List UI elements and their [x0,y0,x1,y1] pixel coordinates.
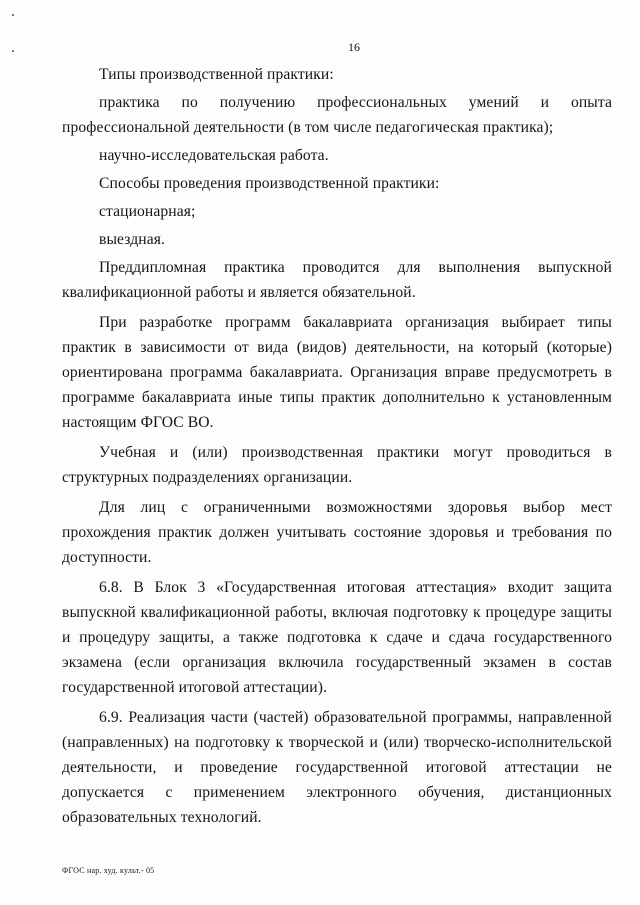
paragraph-practice-professional-skills: практика по получению профессиональных умений и опыта профессиональной деятельности (в том числе педагогическая практика); [62,94,612,136]
paragraph-stationary: стационарная; [99,203,196,220]
paragraph-program-development: При разработке программ бакалавриата организация выбирает типы практик в зависимости от вида (видов) деятельности, на который (которые) ориентирована программа бакалавриата. Организация вправе предусмотреть в программе бакалавриата иные типы практик дополнительно к установленным настоящим ФГОС ВО. [62,314,612,431]
document-body [62,62,612,830]
paragraph-prediploma-practice: Преддипломная практика проводится для выполнения выпускной квалификационной работы и является обязательной. [62,259,612,301]
scan-speck [12,14,14,16]
paragraph-disabilities: Для лиц с ограниченными возможностями здоровья выбор мест прохождения практик должен учитывать состояние здоровья и требования по доступности. [62,499,612,566]
paragraph-field: выездная. [99,231,166,248]
footer-note: ФГОС нар. худ. культ.- 05 [62,866,155,875]
scan-speck [12,50,14,52]
page-number: 16 [348,40,360,54]
paragraph-section-6-8: 6.8. В Блок 3 «Государственная итоговая аттестация» входит защита выпускной квалификационной работы, включая подготовку к процедуре защиты и процедуру защиты, а также подготовка к сдаче и сдача государственного экзамена (если организация включила государственный экзамен в состав государственной итоговой аттестации). [62,579,612,696]
paragraph-structural-units: Учебная и (или) производственная практики могут проводиться в структурных подразделениях организации. [62,444,612,486]
paragraph-research-work: научно-исследовательская работа. [99,147,329,164]
paragraph-section-6-9: 6.9. Реализация части (частей) образовательной программы, направленной (направленных) на подготовку к творческой и (или) творческо-исполнительской деятельности, и проведение государственной итоговой аттестации не допускается с применением электронного обучения, дистанционных образовательных технологий. [62,709,612,826]
paragraph-methods-heading: Способы проведения производственной практики: [99,175,440,192]
paragraph-practice-types-heading: Типы производственной практики: [99,66,334,83]
